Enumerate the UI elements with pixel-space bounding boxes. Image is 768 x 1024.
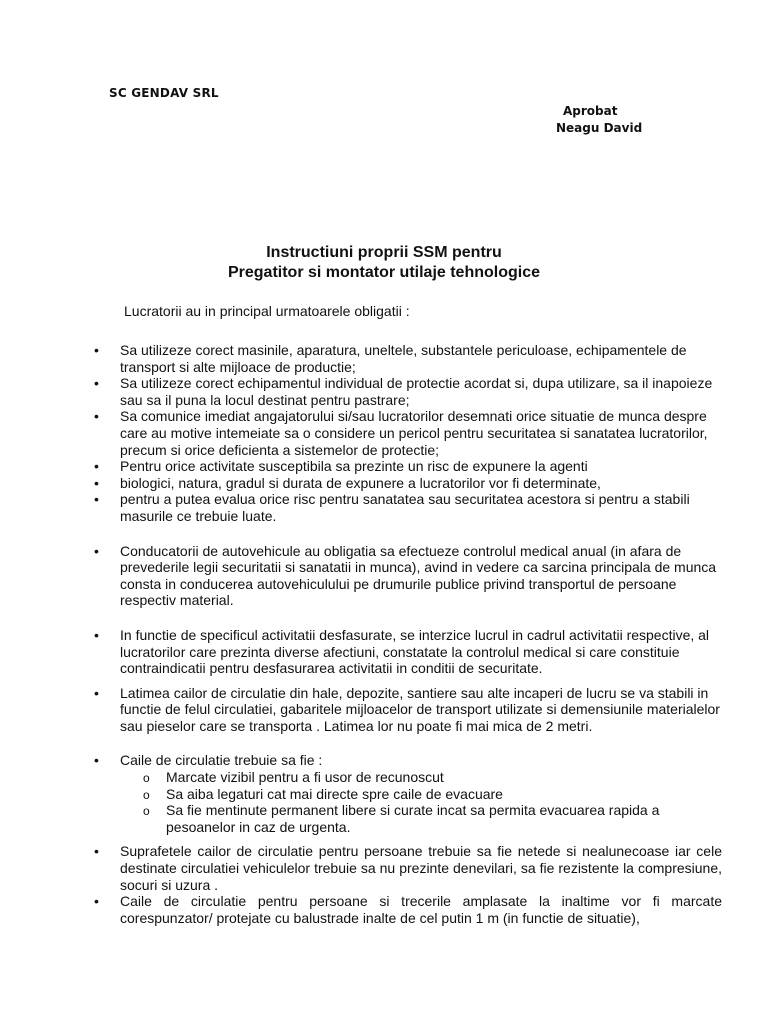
list-item xyxy=(0,627,768,677)
bullet-icon: • xyxy=(94,458,99,475)
sub-list-item xyxy=(0,802,768,835)
list-item-text: Sa utilizeze corect masinile, aparatura, uneltele, substantele periculoase, echipamentele de transport si alte mijloace de productie; xyxy=(120,342,687,375)
sub-list-item-text: Sa aiba legaturi cat mai directe spre caile de evacuare xyxy=(166,785,503,802)
list-item-text: Latimea cailor de circulatie din hale, depozite, santiere sau alte incaperi de lucru se va stabili in functie de felul circulatiei, gabaritele mijloacelor de transport utilizate si demensiunile materialelor sau pieselor care se transporta . Latimea lor nu poate fi mai mica de 2 metri. xyxy=(120,684,720,734)
list-item-text: In functie de specificul activitatii desfasurate, se interzice lucrul in cadrul activitatii respective, al lucratorilor care prezinta diverse afectiuni, constatate la controlul medical si care constituie contraindicatii pentru desfasurarea activitatii in conditii de securitate. xyxy=(120,626,710,677)
title-line-2: Pregatitor si montator utilaje tehnologice xyxy=(227,264,541,281)
sub-bullet-icon: o xyxy=(143,787,150,802)
bullet-icon: • xyxy=(94,843,99,860)
list-item-text: Sa utilizeze corect echipamentul individual de protectie acordat si, dupa utilizare, sa il inapoieze sau sa il puna la locul destinat pentru pastrare; xyxy=(120,375,713,408)
bullet-icon: • xyxy=(94,752,99,769)
list-item xyxy=(0,843,768,893)
sub-list-item-text: Marcate vizibil pentru a fi usor de recunoscut xyxy=(166,769,444,786)
list-item xyxy=(0,543,768,609)
list-item-text: Sa comunice imediat angajatorului si/sau lucratorilor desemnati orice situatie de munca despre care au motive intemeiate sa o considere un pericol pentru securitatea si sanatatea lucratorilor, precum si orice deficienta a sistemelor de protectie; xyxy=(120,408,708,458)
sub-list-item-text: Sa fie mentinute permanent libere si curate incat sa permita evacuarea rapida a pesoanelor in caz de urgenta. xyxy=(166,802,660,835)
bullet-icon: • xyxy=(94,375,99,392)
list-item xyxy=(0,685,768,735)
approved-label: Aprobat xyxy=(563,104,618,118)
list-item-text: Caile de circulatie trebuie sa fie : xyxy=(120,752,323,769)
sub-bullet-icon: o xyxy=(143,804,150,819)
intro-text: Lucratorii au in principal urmatoarele obligatii : xyxy=(124,303,410,319)
list-item xyxy=(0,458,768,475)
sub-list-item xyxy=(0,786,768,803)
document-title xyxy=(0,243,768,283)
bullet-icon: • xyxy=(94,408,99,425)
list-item-text: Pentru orice activitate susceptibila sa prezinte un risc de expunere la agenti xyxy=(120,458,588,475)
list-item-text: biologici, natura, gradul si durata de expunere a lucratorilor vor fi determinate, xyxy=(120,474,601,491)
list-item xyxy=(0,408,768,458)
list-item xyxy=(0,752,768,769)
list-item xyxy=(0,893,768,926)
list-item xyxy=(0,491,768,524)
list-item xyxy=(0,475,768,492)
bullet-icon: • xyxy=(94,626,99,643)
list-item-text: Conducatorii de autovehicule au obligatia sa efectueze controlul medical anual (in afara de prevederile legii securitatii si sanatatii in munca), avind in vedere ca sarcina principala de munca consta in conducerea autovehiculului pe drumurile publice privind transportul de persoane respectiv material. xyxy=(120,542,717,609)
company-name: SC GENDAV SRL xyxy=(109,86,219,100)
approval-block xyxy=(556,103,642,137)
bullet-icon: • xyxy=(94,342,99,358)
list-item-text: Suprafetele cailor de circulatie pentru persoane trebuie sa fie netede si nealunecoase iar cele destinate circulatiei vehiculelor trebuie sa nu prezinte denevilari, sa fie rezistente la compresiune, socuri si uzura . xyxy=(120,843,722,893)
sub-bullet-icon: o xyxy=(143,771,150,786)
list-item-text: Caile de circulatie pentru persoane si trecerile amplasate la inaltime vor fi marcate corespunzator/ protejate cu balustrade inalte de cel putin 1 m (in functie de situatie), xyxy=(120,893,722,926)
bullet-icon: • xyxy=(94,491,99,508)
bullet-icon: • xyxy=(94,474,99,491)
list-item xyxy=(0,342,768,375)
list-item xyxy=(0,375,768,408)
bullet-icon: • xyxy=(94,893,99,910)
approver-name: Neagu David xyxy=(556,121,643,135)
sub-list-item xyxy=(0,769,768,786)
title-line-1: Instructiuni proprii SSM pentru xyxy=(266,244,502,261)
bullet-icon: • xyxy=(94,684,99,701)
obligations-list xyxy=(0,342,768,926)
list-item-text: pentru a putea evalua orice risc pentru sanatatea sau securitatea acestora si pentru a stabili masurile ce trebuie luate. xyxy=(120,491,690,524)
bullet-icon: • xyxy=(94,542,99,559)
